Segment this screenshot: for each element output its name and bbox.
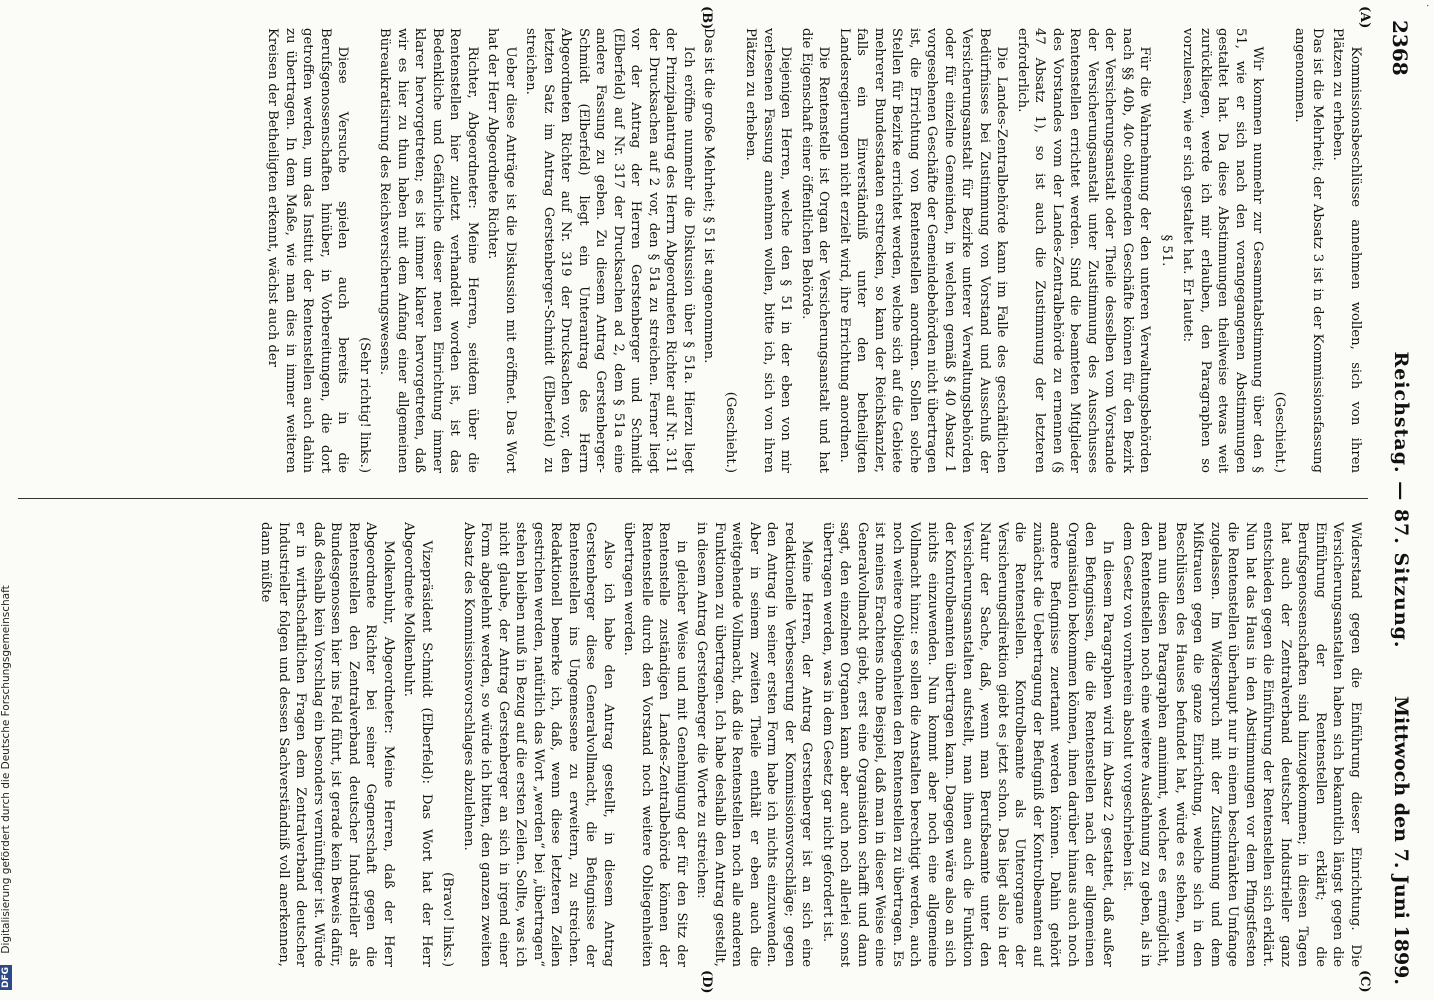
right-column	[19, 522, 1364, 967]
paragraph: Wir kommen nunmehr zur Gesammtabstimmung über den § 51, wie er sich nach den vorangegangenen Abstimmungen gestaltet hat. Da diese Abstimmungen theilweise etwas weit zurückliegen, werde ich mir erlauben, den Paragraphen so vorzulesen, wie er sich gestaltet hat. Er lautet:	[1180, 28, 1266, 473]
paragraph: Die Rentenstelle ist Organ der Versicherungsanstalt und hat die Eigenschaft einer öffentlichen Behörde.	[799, 28, 832, 473]
paragraph: Kommissionsbeschlüsse annehmen wollen, sich von ihren Plätzen zu erheben.	[1330, 28, 1363, 473]
paragraph: Also ich habe den Antrag gestellt, in diesem Antrag Gerstenberger diese Generalvollmacht, die Befugnisse der Rentenstellen ins Ungemessene zu erweitern, zu streichen. Redaktionell bemerke ich, daß, wenn diese letzteren Zeilen gestrichen werden, natürlich das Wort „werden“ bei „übertragen“ stehen bleiben muß in Bezug auf die ersten Zeilen. Sollte, was ich nicht glaube, der Antrag Gerstenberger an sich in irgend einer Form abgelehnt werden, so würde ich bitten, den ganzen zweiten Absatz des Kommissionsvorschlages abzulehnen.	[461, 522, 616, 967]
paragraph: In diesem Paragraphen wird im Absatz 2 gestattet, daß außer den Befugnissen, die die Rentenstellen nach der allgemeinen Organisation bekommen können, ihnen darüber hinaus auch noch andere Befugnisse zuertannt werden können. Dahin gehört zunächst die Uebertragung der Befugniß der Kontrolbeamten auf die Rentenstellen. Kontrolbeamte als Unterorgane der Versicherungsdirektion giebt es jetzt schon. Das liegt also in der Natur der Sache, daß, wenn man Berufsbeamte unter den Versicherungsanstalten aufstellt, man ihnen auch die Funktion der Kontrolbeamten übertragen kann. Dagegen wäre also an sich nichts einzuwenden. Nun kommt aber noch eine allgemeine Vollmacht hinzu: es sollen die Anstalten berechtigt werden, auch noch weitere Obliegenheiten den Rentenstellen zu übertragen. Es ist meines Erachtens ohne Beispiel, daß man in dieser Weise eine Generalvollmacht giebt, erst eine Organisation schafft und dann sagt, den einzelnen Organen kann aber auch noch allerlei sonst übertragen werden, was in dem Gesetz gar nicht gefordert ist.	[820, 522, 1115, 967]
session-date: Mittwoch den 7. Juni 1899.	[1390, 695, 1412, 985]
left-column	[19, 28, 1364, 473]
paragraph: Vizepräsident Schmidt (Elberfeld): Das Wort hat der Herr Abgeordnete Molkenbuhr.	[401, 522, 434, 967]
paragraph: (Bravo! links.)	[440, 872, 456, 967]
session-title: Reichstag. — 87. Sitzung.	[1390, 351, 1412, 649]
page-header	[1372, 0, 1412, 1000]
paragraph: (Geschieht.)	[723, 391, 738, 473]
paragraph: Molkenbuhr, Abgeordneter: Meine Herren, daß der Herr Abgeordnete Richter bei seiner Gegnerschaft gegen die Rentenstellen den Zentralverband deutscher Industrieller als Bundesgenossen hier ins Feld führt, ist gerade kein Beweis dafür, daß deshalb kein Vorschlag ein besonders vernünftiger ist. Würde er in wirthschaftlichen Fragen dem Zentralverband deutscher Industrieller folgen und dessen Sachverständniß voll anerkennen, dann müßte	[258, 522, 396, 967]
paragraph: Für die Wahrnehmung der den unteren Verwaltungsbehörden nach §§ 40b, 40c obliegenden Geschäfte können für den Bezirk der Versicherungsanstalt oder Theile desselben vom Vorstande der Versicherungsanstalt unter Zustimmung des Ausschusses Rentenstellen errichtet werden. Sind die beamteten Mitglieder des Vorstandes vom der Landes-Zentralbehörde zu ernennen (§ 47 Absatz 1), so ist auch die Zustimmung der letzteren erforderlich.	[1015, 28, 1153, 473]
page-number: 2368	[1388, 20, 1412, 76]
paragraph: Die Landes-Zentralbehörde kann im Falle des geschäftlichen Bedürfnisses bei Zustimmung von Vorstand und Ausschuß der Versicherungsanstalt für Bezirke unterer Verwaltungsbehörden oder für einzelne Gemeinden, in welchen gemäß § 40 Absatz 1 vorgesehenen Geschäfte der Gemeindebehörden nicht übertragen ist, die Errichtung von Rentenstellen anordnen. Sollen solche Stellen für Bezirke errichtet werden, welche sich auf die Gebiete mehrerer Bundesstaaten erstrecken, so kann der Reichskanzler, falls ein Einverständniß unter den betheiligten Landesregierungen nicht erzielt wird, ihre Errichtung anordnen.	[837, 28, 1010, 473]
paragraph: § 51.	[1159, 234, 1174, 267]
margin-mark-b: (B)	[699, 6, 714, 30]
paragraph: (Geschieht.)	[1272, 391, 1287, 473]
paragraph: Ich eröffne nunmehr die Diskussion über § 51a. Hierzu liegt der Prinzipalantrag des Herrn Abgeordneten Richter auf Nr. 311 der Drucksachen auf 2 vor, den § 51a zu streichen. Ferner liegt vor der Antrag der Herren Gerstenberger und Schmidt (Elberfeld) auf Nr. 317 der Drucksachen ad 2, dem § 51a eine andere Fassung zu geben. Zu diesem Antrag Gerstenberger-Schmidt (Elberfeld) liegt ein Unterantrag des Herrn Abgeordneten Richter auf Nr. 319 der Drucksachen vor, den letzten Satz im Antrag Gerstenberger-Schmidt (Elberfeld) zu streichen.	[523, 28, 696, 473]
paragraph: in gleicher Weise und mit Genehmigung der für den Sitz der Rentenstelle zuständigen Landes-Zentralbehörde können der Rentenstelle durch den Vorstand noch weitere Obliegenheiten übertragen werden.	[621, 522, 689, 967]
margin-mark-c: (C)	[1357, 970, 1372, 993]
paragraph: Das ist die Mehrheit; der Absatz 3 ist in der Kommissionsfassung angenommen.	[1292, 28, 1325, 473]
digitization-credit	[0, 0, 22, 1000]
dfg-logo: DFG	[1, 966, 11, 988]
paragraph: Das ist die große Mehrheit; § 51 ist angenommen.	[701, 28, 717, 364]
paragraph: Ueber diese Anträge ist die Diskussion mit eröffnet. Das Wort hat der Herr Abgeordnete Richter.	[485, 28, 518, 473]
credit-text: Digitalisierung gefördert durch die Deutsche Forschungsgemeinschaft	[0, 585, 12, 954]
paragraph: Widerstand gegen die Einführung dieser Einrichtung. Die Versicherungsanstalten haben sich bekanntlich längst gegen die Einführung der Rentenstellen erklärt; die Berufsgenossenschaften sind hinzugekommen; in diesen Tagen hat auch der Zentralverband deutscher Industrieller ganz entschieden gegen die Einführung der Rentenstellen sich erklärt. Nun hat das Haus in den Abstimmungen vor dem Pfingstfesten die Rentenstellen überhaupt nur in einem beschränkten Umfange zugelassen. Im Widerspruch mit der Zustimmung und dem Mißtrauen gegen die ganze Einrichtung, welche sich in den Beschlüssen des Hauses befundet hat, würde es stehen, wenn man nun diesen Paragraphen annimmt, welcher es ermöglicht, den Rentenstellen noch eine weitere Ausdehnung zu geben, als in dem Gesetz von vornherein absolut vorgeschrieben ist.	[1120, 522, 1363, 967]
paragraph: Richter, Abgeordneter: Meine Herren, seitdem über die Rentenstellen hier zuletzt verhandelt worden ist, ist das Bedenkliche und Gefährliche dieser neuen Einrichtung immer klarer hervorgetreten; es ist immer klarer hervorgetreten, daß wir es hier zu thun haben mit dem Anfang einer allgemeinen Büreaukratisirung des Reichsversicherungswesens.	[377, 28, 480, 473]
corner-mark: ·	[1421, 4, 1432, 8]
margin-mark-a: (A)	[1357, 6, 1372, 29]
paragraph: Diejenigen Herren, welche den § 51 in der eben von mir verlesenen Fassung annehmen wollen, bitte ich, sich von ihren Plätzen zu erheben.	[743, 28, 794, 473]
margin-mark-d: (D)	[699, 970, 714, 994]
column-divider	[18, 498, 1368, 499]
paragraph: Meine Herren, der Antrag Gerstenberger ist an sich eine redaktionelle Verbesserung der Kommissionsvorschläge; gegen den Antrag in seiner ersten Form habe ich nichts einzuwenden. Aber in seinem zweiten Theile enthält er eben auch die weitgehende Vollmacht, daß die Rentenstellen noch alle anderen Funktionen zu übertragen. Ich habe deshalb den Antrag gestellt, in diesem Antrag Gerstenberger die Worte zu streichen:	[694, 522, 815, 967]
paragraph: (Sehr richtig! links.)	[357, 337, 372, 473]
paragraph: Diese Versuche spielen auch bereits in die Berufsgenossenschaften hinüber, in Vorbereitungen, die dort getroffen werden, um das Institut der Rentenstellen auch dahin zu übertragen. In dem Maße, wie man dies in immer weiteren Kreisen der Betheiligten erkennt, wächst auch der	[265, 28, 351, 473]
